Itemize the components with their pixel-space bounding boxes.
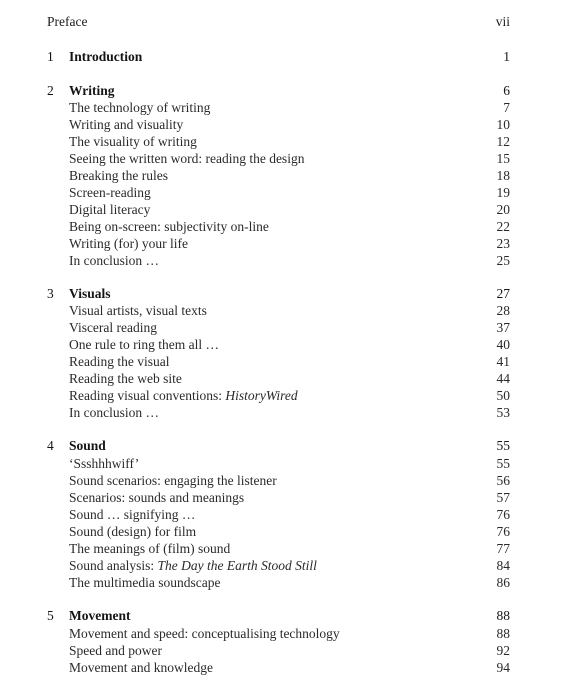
chapter-page-number: 55 (496, 438, 510, 453)
section-page-number: 76 (496, 507, 510, 522)
section-title: Writing and visuality (69, 117, 184, 132)
section-title: Being on-screen: subjectivity on-line (69, 219, 269, 234)
section-title: The meanings of (film) sound (69, 541, 231, 556)
section-title: Writing (for) your life (69, 236, 189, 251)
section-page-number: 53 (496, 405, 510, 420)
chapter-title: Sound (69, 438, 106, 453)
section-title: Seeing the written word: reading the design (69, 151, 305, 166)
section-title: Visceral reading (69, 320, 158, 335)
section-title: Movement and knowledge (69, 660, 213, 675)
section-page-number: 37 (496, 320, 510, 335)
section-title: Scenarios: sounds and meanings (69, 490, 245, 505)
toc-section-row (0, 184, 571, 201)
section-page-number: 56 (496, 473, 510, 488)
section-title: Speed and power (69, 643, 162, 658)
section-title-text: Reading visual conventions: (69, 388, 226, 403)
section-page-number: 55 (496, 456, 510, 471)
toc-section-row (0, 235, 571, 252)
toc-section-row (0, 252, 571, 269)
section-title: The visuality of writing (69, 134, 197, 149)
toc-chapter-5-row (0, 607, 571, 624)
section-title: Digital literacy (69, 202, 151, 217)
section-page-number: 44 (496, 371, 510, 386)
toc-section-row (0, 659, 571, 676)
chapter-title: Introduction (69, 49, 143, 64)
section-title: Visual artists, visual texts (69, 303, 207, 318)
toc-chapter-2-row (0, 82, 571, 99)
toc-section-row (0, 387, 571, 404)
toc-section-row (0, 625, 571, 642)
chapter-page-number: 1 (503, 49, 510, 64)
toc-section-row (0, 336, 571, 353)
section-title: Sound scenarios: engaging the listener (69, 473, 277, 488)
section-title-italic: HistoryWired (225, 388, 298, 403)
toc-section-row (0, 218, 571, 235)
section-title: One rule to ring them all … (69, 337, 219, 352)
toc-section-row (0, 489, 571, 506)
preface-page-number: vii (495, 14, 510, 29)
toc-section-row (0, 370, 571, 387)
section-page-number: 92 (496, 643, 510, 658)
section-title-italic: The Day the Earth Stood Still (157, 558, 317, 573)
toc-preface-row (0, 13, 571, 30)
toc-chapter-1-row (0, 48, 571, 65)
toc-chapter-4-row (0, 437, 571, 454)
section-title: Sound (design) for film (69, 524, 197, 539)
toc-chapter-3-row (0, 285, 571, 302)
section-title: ‘Ssshhhwiff’ (69, 456, 140, 471)
toc-section-row (0, 642, 571, 659)
section-title (69, 387, 298, 404)
section-title: Movement and speed: conceptualising technology (69, 626, 340, 641)
section-title: Screen-reading (69, 185, 151, 200)
section-page-number: 19 (496, 185, 510, 200)
section-title: The technology of writing (69, 100, 211, 115)
section-page-number: 40 (496, 337, 510, 352)
section-title: The multimedia soundscape (69, 575, 221, 590)
section-title-text: Sound analysis: (69, 558, 158, 573)
chapter-number: 5 (47, 608, 54, 623)
chapter-page-number: 6 (503, 83, 510, 98)
chapter-page-number: 88 (496, 608, 510, 623)
toc-section-row (0, 302, 571, 319)
toc-section-row (0, 574, 571, 591)
toc-section-row (0, 557, 571, 574)
section-title (69, 557, 317, 574)
toc-section-row (0, 116, 571, 133)
preface-title: Preface (47, 14, 88, 29)
chapter-number: 2 (47, 83, 54, 98)
section-page-number: 28 (496, 303, 510, 318)
section-title: Breaking the rules (69, 168, 168, 183)
section-page-number: 84 (496, 558, 510, 573)
section-page-number: 41 (496, 354, 510, 369)
toc-section-row (0, 353, 571, 370)
toc-section-row (0, 404, 571, 421)
chapter-title: Visuals (69, 286, 111, 301)
section-page-number: 88 (496, 626, 510, 641)
section-title: Reading the web site (69, 371, 182, 386)
toc-section-row (0, 540, 571, 557)
section-page-number: 76 (496, 524, 510, 539)
section-page-number: 20 (496, 202, 510, 217)
toc-section-row (0, 99, 571, 116)
toc-section-row (0, 201, 571, 218)
section-title: Sound … signifying … (69, 507, 196, 522)
section-page-number: 12 (496, 134, 510, 149)
toc-section-row (0, 506, 571, 523)
chapter-number: 3 (47, 286, 54, 301)
section-page-number: 50 (496, 388, 510, 403)
section-page-number: 77 (496, 541, 510, 556)
section-title: In conclusion … (69, 253, 159, 268)
section-page-number: 86 (496, 575, 510, 590)
section-page-number: 25 (496, 253, 510, 268)
chapter-title: Movement (69, 608, 131, 623)
chapter-page-number: 27 (496, 286, 510, 301)
toc-section-row (0, 523, 571, 540)
section-page-number: 7 (503, 100, 510, 115)
section-page-number: 94 (496, 660, 510, 675)
toc-section-row (0, 455, 571, 472)
chapter-title: Writing (69, 83, 115, 98)
section-title: Reading the visual (69, 354, 170, 369)
section-page-number: 57 (496, 490, 510, 505)
section-page-number: 15 (496, 151, 510, 166)
section-page-number: 18 (496, 168, 510, 183)
section-page-number: 10 (496, 117, 510, 132)
toc-section-row (0, 167, 571, 184)
toc-section-row (0, 319, 571, 336)
toc-section-row (0, 472, 571, 489)
section-page-number: 22 (496, 219, 510, 234)
section-title: In conclusion … (69, 405, 159, 420)
toc-section-row (0, 150, 571, 167)
chapter-number: 4 (47, 438, 54, 453)
toc-section-row (0, 133, 571, 150)
section-page-number: 23 (496, 236, 510, 251)
chapter-number: 1 (47, 49, 54, 64)
